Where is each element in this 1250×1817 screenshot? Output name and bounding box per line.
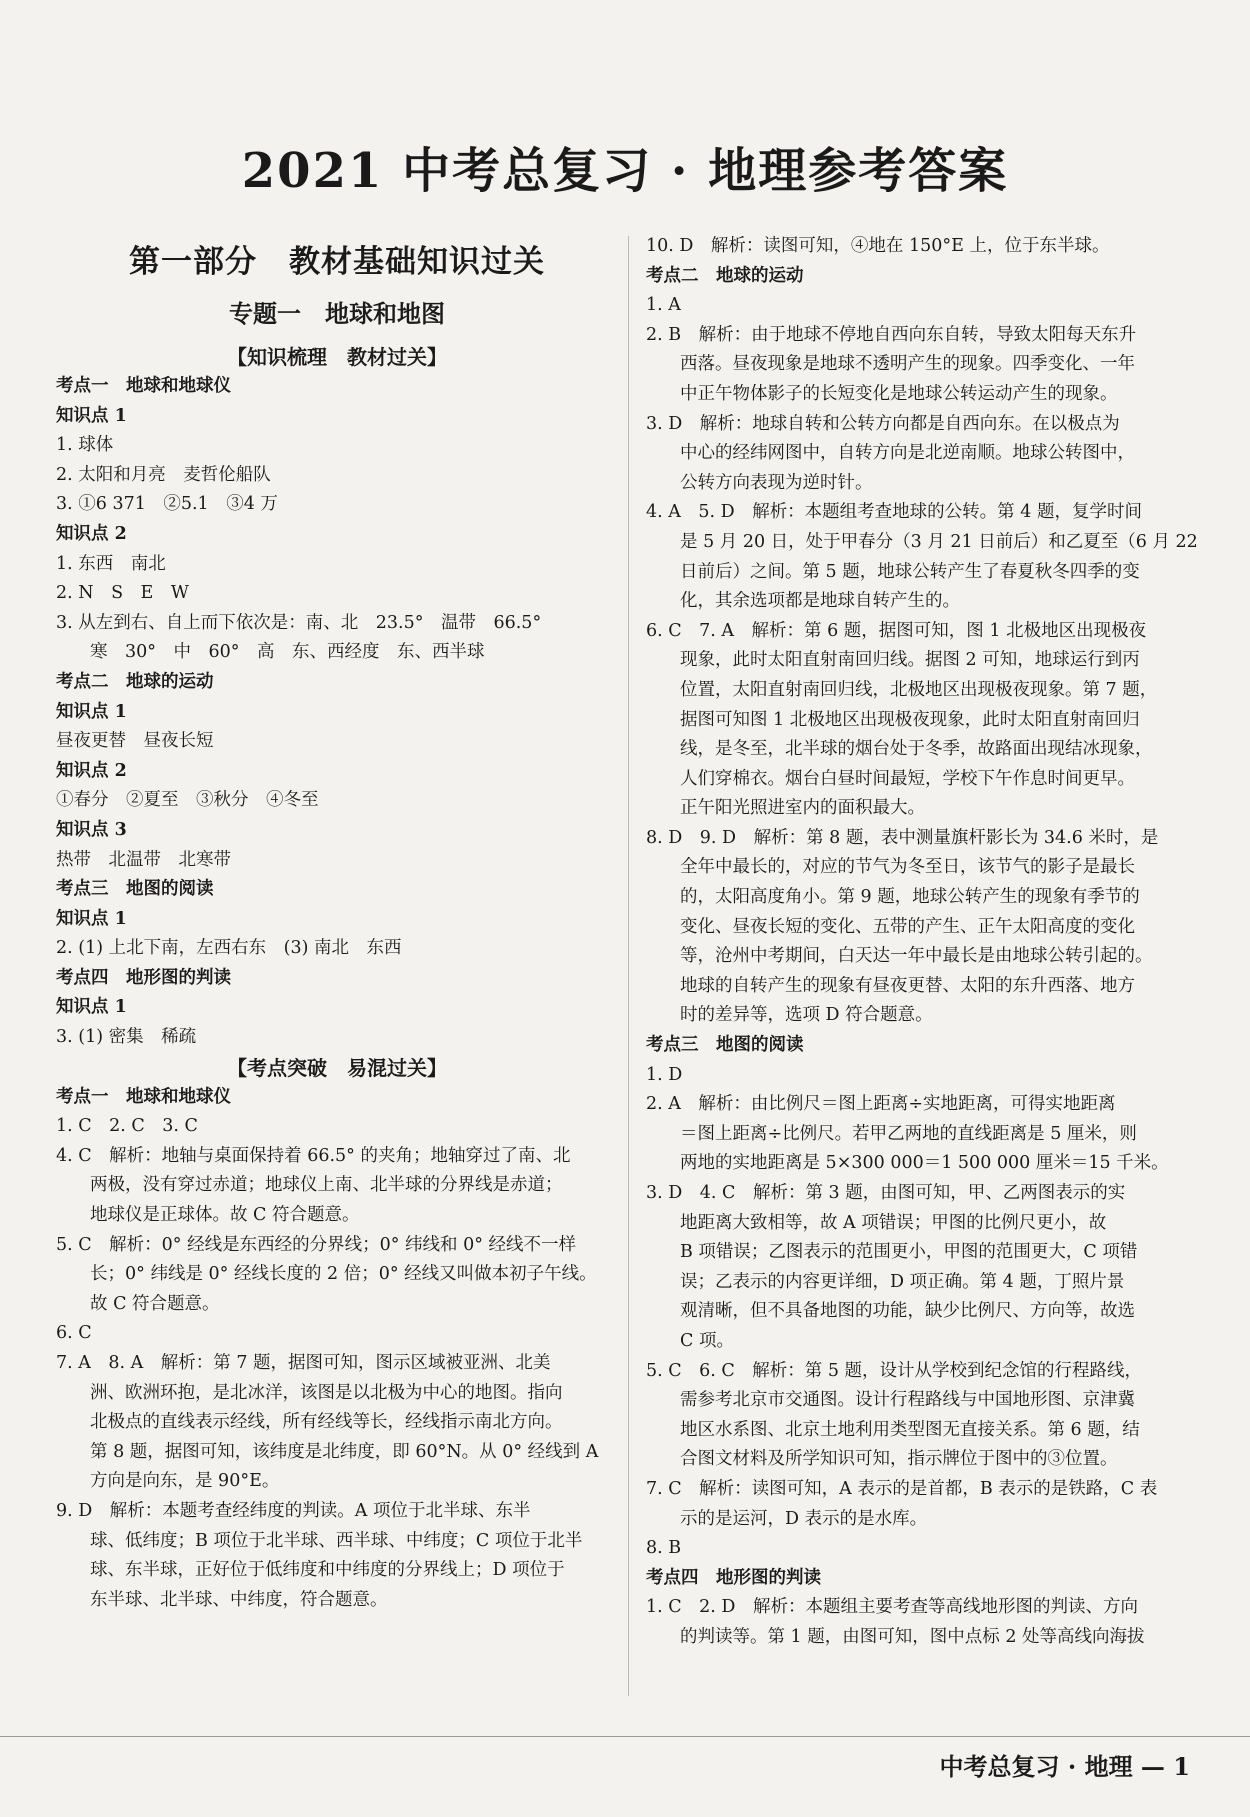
text-line: 据图可知图 1 北极地区出现极夜现象，此时太阳直射南回归 [680, 709, 1140, 730]
text-line: 2. N S E W [56, 583, 189, 604]
page-title: 2021 中考总复习 · 地理参考答案 [241, 143, 1009, 199]
heading-line: 考点二 地球的运动 [56, 671, 214, 692]
text-line: 4. C 解析：地轴与桌面保持着 66.5° 的夹角；地轴穿过了南、北 [56, 1145, 571, 1166]
text-line: 7. C 解析：读图可知，A 表示的是首都，B 表示的是铁路，C 表 [646, 1478, 1158, 1499]
text-line: 观清晰，但不具备地图的功能，缺少比例尺、方向等，故选 [680, 1301, 1135, 1322]
heading-line: 考点二 地球的运动 [646, 265, 804, 286]
text-line: 9. D 解析：本题考查经纬度的判读。A 项位于北半球、东半 [56, 1500, 531, 1521]
text-line: 人们穿棉衣。烟台白昼时间最短，学校下午作息时间更早。 [680, 768, 1135, 789]
text-line: 时的差异等，选项 D 符合题意。 [680, 1005, 933, 1026]
text-line: 合图文材料及所学知识可知，指示牌位于图中的③位置。 [680, 1449, 1118, 1470]
text-line: 1. D [646, 1064, 683, 1085]
text-line: 7. A 8. A 解析：第 7 题，据图可知，图示区域被亚洲、北美 [56, 1353, 551, 1373]
text-line: 2. B 解析：由于地球不停地自西向东自转，导致太阳每天东升 [646, 324, 1137, 345]
text-line: 西落。昼夜现象是地球不透明产生的现象。四季变化、一年 [680, 354, 1135, 375]
text-line: 中心的经纬网图中，自转方向是北逆南顺。地球公转图中， [680, 443, 1135, 464]
heading-line: 知识点 1 [56, 701, 127, 722]
text-line: 球、低纬度；B 项位于北半球、西半球、中纬度；C 项位于北半 [90, 1530, 583, 1551]
heading-line: 考点四 地形图的判读 [646, 1567, 821, 1588]
text-line: 是 5 月 20 日，处于甲春分（3 月 21 日前后）和乙夏至（6 月 22 [680, 531, 1198, 552]
left-column [56, 236, 618, 1615]
text-line: 东半球、北半球、中纬度，符合题意。 [90, 1589, 388, 1610]
text-line: 示的是运河，D 表示的是水库。 [680, 1508, 928, 1529]
text-line: 1. A [646, 295, 681, 316]
text-line: 球、东半球，正好位于低纬度和中纬度的分界线上；D 项位于 [90, 1560, 565, 1581]
heading-line: 知识点 1 [56, 997, 127, 1018]
text-line: 地区水系图、北京土地利用类型图无直接关系。第 6 题，结 [680, 1419, 1140, 1440]
text-line: 线，是冬至，北半球的烟台处于冬季，故路面出现结冰现象， [680, 739, 1153, 760]
heading-line: 知识点 2 [56, 760, 127, 781]
text-line: 正午阳光照进室内的面积最大。 [680, 798, 925, 819]
text-line: 需参考北京市交通图。设计行程路线与中国地形图、京津冀 [680, 1390, 1135, 1411]
text-line: 寒 30° 中 60° 高 东、西经度 东、西半球 [90, 642, 485, 663]
text-line: 洲、欧洲环抱，是北冰洋，该图是以北极为中心的地图。指向 [90, 1382, 563, 1403]
text-line: 中正午物体影子的长短变化是地球公转运动产生的现象。 [680, 383, 1118, 404]
text-line: 误；乙表示的内容更详细，D 项正确。第 4 题，丁照片景 [680, 1271, 1125, 1292]
topic-title: 专题一 地球和地图 [229, 299, 445, 328]
text-line: 两地的实地距离是 5×300 000＝1 500 000 厘米＝15 千米。 [680, 1153, 1169, 1174]
text-line: 5. C 6. C 解析：第 5 题，设计从学校到纪念馆的行程路线， [646, 1360, 1143, 1381]
text-line: 地球的自转产生的现象有昼夜更替、太阳的东升西落、地方 [680, 975, 1135, 996]
text-line: 两极，没有穿过赤道；地球仪上南、北半球的分界线是赤道； [90, 1175, 563, 1196]
heading-line: 考点四 地形图的判读 [56, 967, 231, 988]
heading-line: 知识点 2 [56, 523, 127, 544]
text-line: 现象，此时太阳直射南回归线。据图 2 可知，地球运行到丙 [680, 650, 1140, 671]
heading-line: 知识点 1 [56, 908, 127, 929]
text-line: B 项错误；乙图表示的范围更小，甲图的范围更大，C 项错 [680, 1242, 1138, 1263]
text-line: 3. (1) 密集 稀疏 [56, 1027, 197, 1048]
text-line: 地距离大致相等，故 A 项错误；甲图的比例尺更小，故 [680, 1212, 1107, 1233]
text-line: 的判读等。第 1 题，由图可知，图中点标 2 处等高线向海拔 [680, 1626, 1145, 1647]
knowledge-list [56, 372, 618, 1053]
text-line: 故 C 符合题意。 [90, 1293, 220, 1314]
heading-line: 考点三 地图的阅读 [56, 879, 214, 900]
text-line: 北极点的直线表示经线，所有经线等长，经线指示南北方向。 [90, 1412, 563, 1433]
text-line: 3. D 解析：地球自转和公转方向都是自西向东。在以极点为 [646, 413, 1120, 434]
text-line: 公转方向表现为逆时针。 [680, 472, 873, 493]
right-column [646, 232, 1206, 1653]
text-line: 8. B [646, 1538, 682, 1559]
heading-line: 知识点 3 [56, 819, 127, 840]
text-line: 1. 球体 [56, 435, 114, 456]
text-line: 6. C [56, 1323, 92, 1344]
text-line: 的，太阳高度角小。第 9 题，地球公转产生的现象有季节的 [680, 887, 1140, 908]
heading-line: 考点一 地球和地球仪 [56, 376, 231, 396]
text-line: 等，沧州中考期间，白天达一年中最长是由地球公转引起的。 [680, 946, 1153, 967]
text-line: 日前后）之间。第 5 题，地球公转产生了春夏秋冬四季的变 [680, 561, 1140, 582]
text-line: 全年中最长的，对应的节气为冬至日，该节气的影子是最长 [680, 857, 1135, 878]
footer-text: 中考总复习 · 地理 — 1 [939, 1752, 1190, 1781]
answer-list [646, 232, 1206, 1653]
text-line: 2. A 解析：由比例尺＝图上距离÷实地距离，可得实地距离 [646, 1094, 1116, 1115]
text-line: 1. 东西 南北 [56, 553, 166, 574]
page-footer [0, 1736, 1250, 1785]
heading-line: 知识点 1 [56, 405, 127, 426]
text-line: 8. D 9. D 解析：第 8 题，表中测量旗杆影长为 34.6 米时，是 [646, 827, 1159, 848]
section-title-knowledge: 【知识梳理 教材过关】 [227, 345, 447, 369]
part-title: 第一部分 教材基础知识过关 [129, 244, 545, 280]
text-line: 长；0° 纬线是 0° 经线长度的 2 倍；0° 经线又叫做本初子午线。 [90, 1264, 597, 1285]
text-line: ＝图上距离÷比例尺。若甲乙两地的直线距离是 5 厘米，则 [680, 1123, 1137, 1144]
text-line: 6. C 7. A 解析：第 6 题，据图可知，图 1 北极地区出现极夜 [646, 620, 1147, 641]
text-line: ①春分 ②夏至 ③秋分 ④冬至 [56, 790, 319, 811]
text-line: 第 8 题，据图可知，该纬度是北纬度，即 60°N。从 0° 经线到 A [90, 1441, 599, 1462]
text-line: 2. 太阳和月亮 麦哲伦船队 [56, 464, 271, 485]
text-line: 昼夜更替 昼夜长短 [56, 731, 214, 752]
text-line: 变化、昼夜长短的变化、五带的产生、正午太阳高度的变化 [680, 916, 1135, 937]
text-line: 2. (1) 上北下南，左西右东 (3) 南北 东西 [56, 938, 402, 959]
section-title-breakthrough: 【考点突破 易混过关】 [227, 1055, 447, 1080]
text-line: 1. C 2. D 解析：本题组主要考查等高线地形图的判读、方向 [646, 1597, 1138, 1618]
text-line: 热带 北温带 北寒带 [56, 849, 231, 870]
text-line: 1. C 2. C 3. C [56, 1116, 198, 1137]
column-divider [628, 236, 629, 1696]
text-line: 化，其余选项都是地球自转产生的。 [680, 591, 960, 612]
heading-line: 考点一 地球和地球仪 [56, 1086, 231, 1107]
heading-line: 考点三 地图的阅读 [646, 1035, 804, 1056]
text-line: 5. C 解析：0° 经线是东西经的分界线；0° 纬线和 0° 经线不一样 [56, 1234, 577, 1255]
text-line: C 项。 [680, 1330, 734, 1351]
text-line: 3. 从左到右、自上而下依次是：南、北 23.5° 温带 66.5° [56, 612, 542, 633]
text-line: 4. A 5. D 解析：本题组考查地球的公转。第 4 题，复学时间 [646, 502, 1142, 523]
text-line: 3. ①6 371 ②5.1 ③4 万 [56, 494, 278, 515]
text-line: 3. D 4. C 解析：第 3 题，由图可知，甲、乙两图表示的实 [646, 1183, 1126, 1203]
breakthrough-list [56, 1083, 618, 1616]
text-line: 方向是向东，是 90°E。 [90, 1471, 280, 1492]
text-line: 10. D 解析：读图可知，④地在 150°E 上，位于东半球。 [646, 236, 1110, 256]
text-line: 位置，太阳直射南回归线，北极地区出现极夜现象。第 7 题， [680, 679, 1158, 700]
text-line: 地球仪是正球体。故 C 符合题意。 [90, 1205, 360, 1226]
